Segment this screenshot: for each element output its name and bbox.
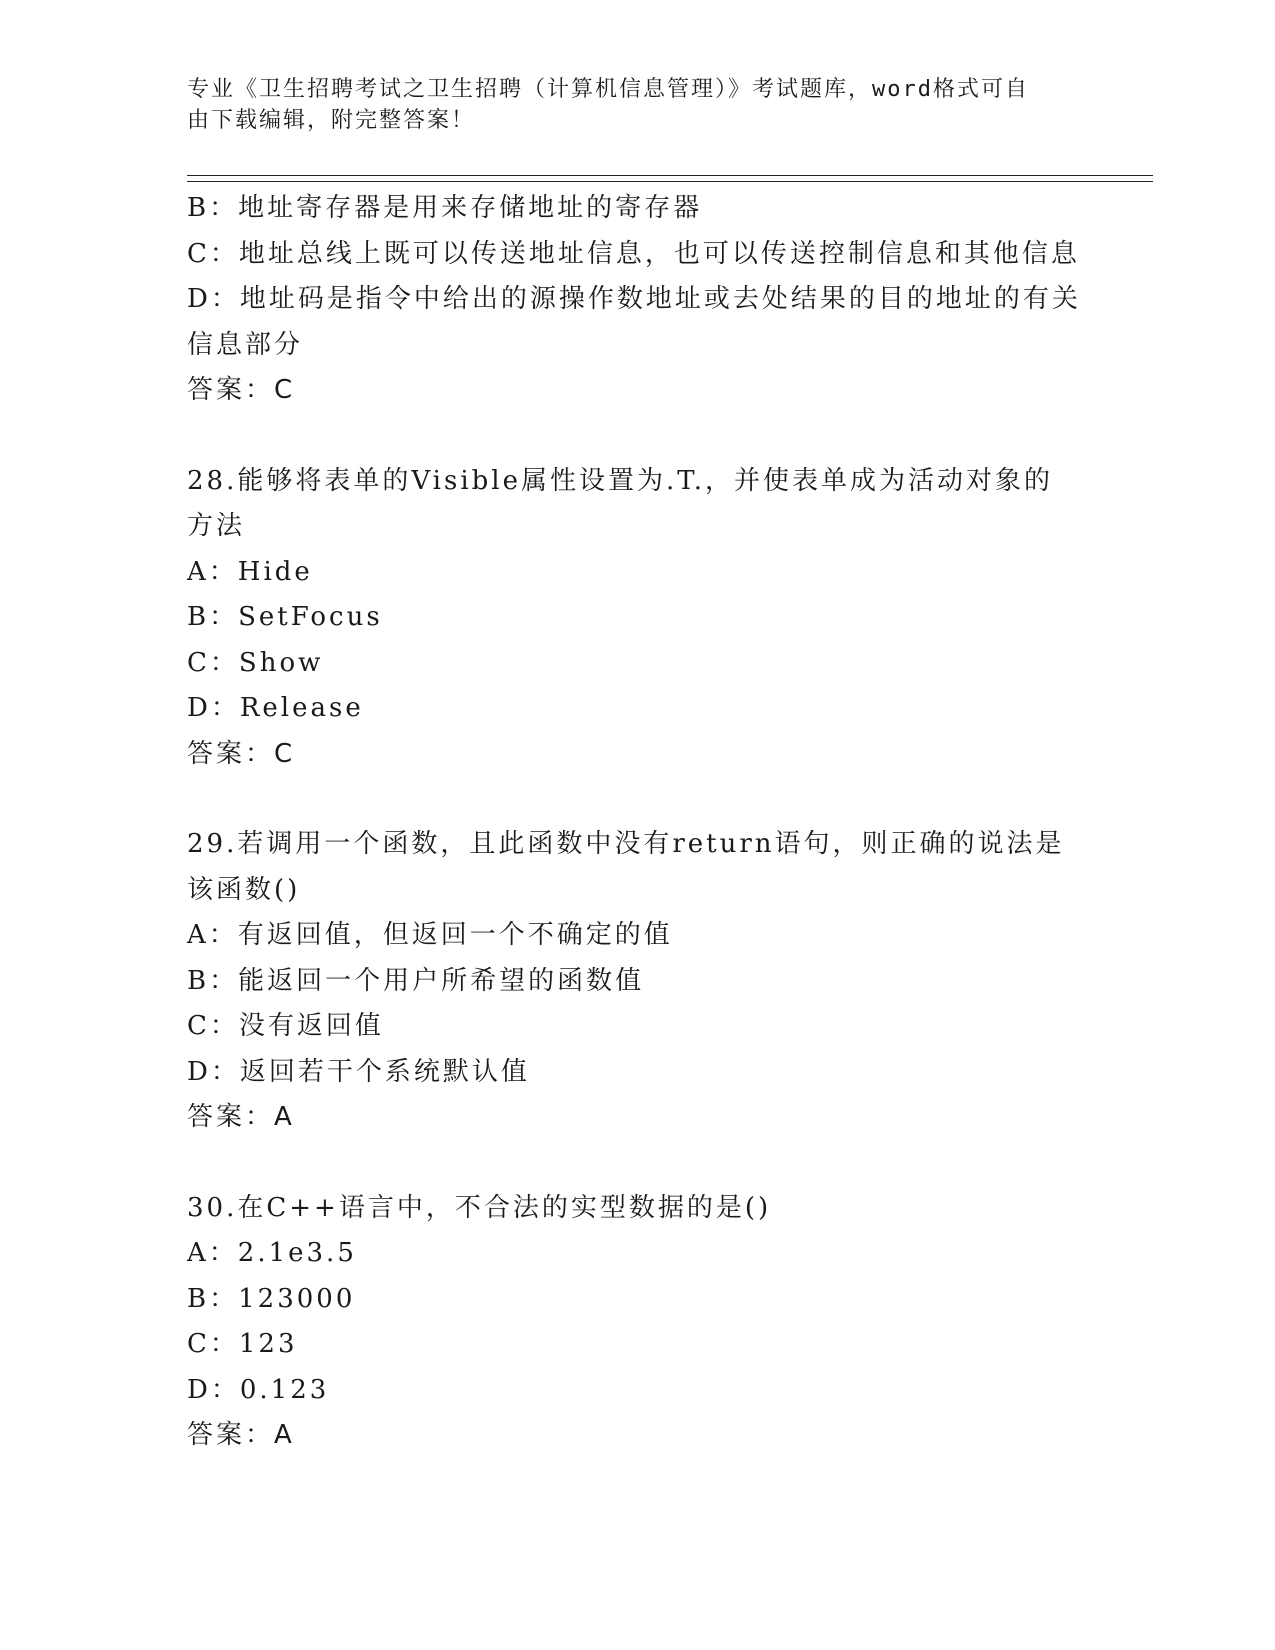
option-d: D：地址码是指令中给出的源操作数地址或去处结果的目的地址的有关 (187, 284, 1081, 314)
option-b: B：地址寄存器是用来存储地址的寄存器 (187, 193, 703, 223)
question-28 (187, 459, 1087, 778)
answer-line: 答案：C (187, 738, 296, 769)
option-b: B：SetFocus (187, 602, 383, 632)
option-b: B：123000 (187, 1283, 356, 1314)
option-c: C：没有返回值 (187, 1011, 384, 1041)
option-d: D：返回若干个系统默认值 (187, 1056, 530, 1087)
question-stem-continued: 该函数() (187, 874, 301, 905)
header-line-2: 由下载编辑，附完整答案！ (187, 108, 476, 133)
option-a: A：2.1e3.5 (187, 1238, 357, 1268)
question-27-continuation (187, 186, 1087, 414)
answer-line: 答案：C (187, 375, 296, 405)
option-d: D：Release (187, 693, 364, 723)
option-c: C：地址总线上既可以传送地址信息，也可以传送控制信息和其他信息 (187, 238, 1080, 269)
question-gap (187, 414, 1087, 459)
option-b: B：能返回一个用户所希望的函数值 (187, 965, 645, 996)
question-30 (187, 1186, 1087, 1459)
answer-line: 答案：A (187, 1102, 295, 1132)
option-c: C：123 (187, 1329, 298, 1359)
question-list (187, 186, 1087, 1459)
header-divider-bottom (187, 181, 1153, 182)
option-d: D：0.123 (187, 1374, 330, 1405)
document-header (187, 74, 1067, 136)
question-gap (187, 777, 1087, 822)
question-stem: 28.能够将表单的Visible属性设置为.T.，并使表单成为活动对象的 (187, 465, 1054, 496)
header-line-1: 专业《卫生招聘考试之卫生招聘（计算机信息管理）》考试题库，word格式可自 (187, 77, 1029, 102)
answer-line: 答案：A (187, 1420, 295, 1450)
option-a: A：有返回值，但返回一个不确定的值 (187, 920, 673, 950)
header-divider-top (187, 175, 1153, 176)
question-stem: 30.在C++语言中，不合法的实型数据的是() (187, 1192, 772, 1223)
option-d-continued: 信息部分 (187, 329, 304, 360)
question-stem-continued: 方法 (187, 511, 246, 541)
question-stem: 29.若调用一个函数，且此函数中没有return语句，则正确的说法是 (187, 829, 1065, 859)
question-gap (187, 1141, 1087, 1186)
option-c: C：Show (187, 647, 324, 678)
question-29 (187, 822, 1087, 1141)
option-a: A：Hide (187, 556, 313, 587)
